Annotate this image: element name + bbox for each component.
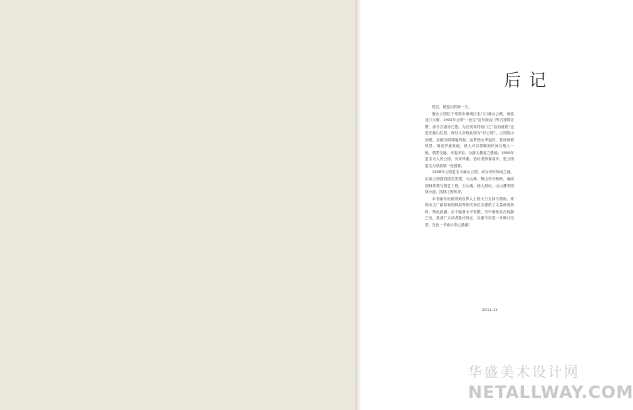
paragraph: 1958年公园更名为虞山公园，成为市民休闲之地，由原公园建设园艺景观，与山林、假山亭台相映，南面园林景观与园艺工程，石山墙，使人游玩，山山叠亭园林小道，园林工程风采。 — [425, 170, 514, 195]
paragraph: 鹿山公园位于常熟市虞城区北门口虞山公路，前临北门大街，1903年公园“一处宝”及东面山门等古建筑完整，部分古道亦已毁。为区别其村西门之“县治道院”也是在鹿山位居，现付人亦称此园为“旧公园”。公园依山而建，北端为明城墙风貌，远景独山秀起伏，是现场看风景，细说亭意故地，使人可以领略到民间与植入一般，情景交融，多姿多彩，为游人勤览之胜地。1950年更名为人民公园，历来风雅，造访者游客甚多，是公园更名为常熟第一处园林。 — [425, 111, 514, 168]
date-signature: 2011.11 — [482, 307, 498, 312]
watermark-text-en: NETALLWAY.COM — [468, 383, 633, 403]
paragraph: 尾巴，就是山的第一方。 — [432, 105, 472, 109]
afterword-body — [425, 104, 514, 228]
paragraph: 本书编写出版得到各界人士的大力支持与帮助，常熟市文广新局和园林局等相关单位亦提供了大量珍贵资料，特此致谢。由于编者水平有限，书中难免存在疏漏之处，恳请广大读者批评指正，以便今后进一步修订完善，在此一并表示衷心感谢！ — [425, 196, 514, 227]
watermark-text-cn: 华盛美术设计网 — [468, 365, 580, 381]
page-title: 后记 — [504, 71, 554, 91]
